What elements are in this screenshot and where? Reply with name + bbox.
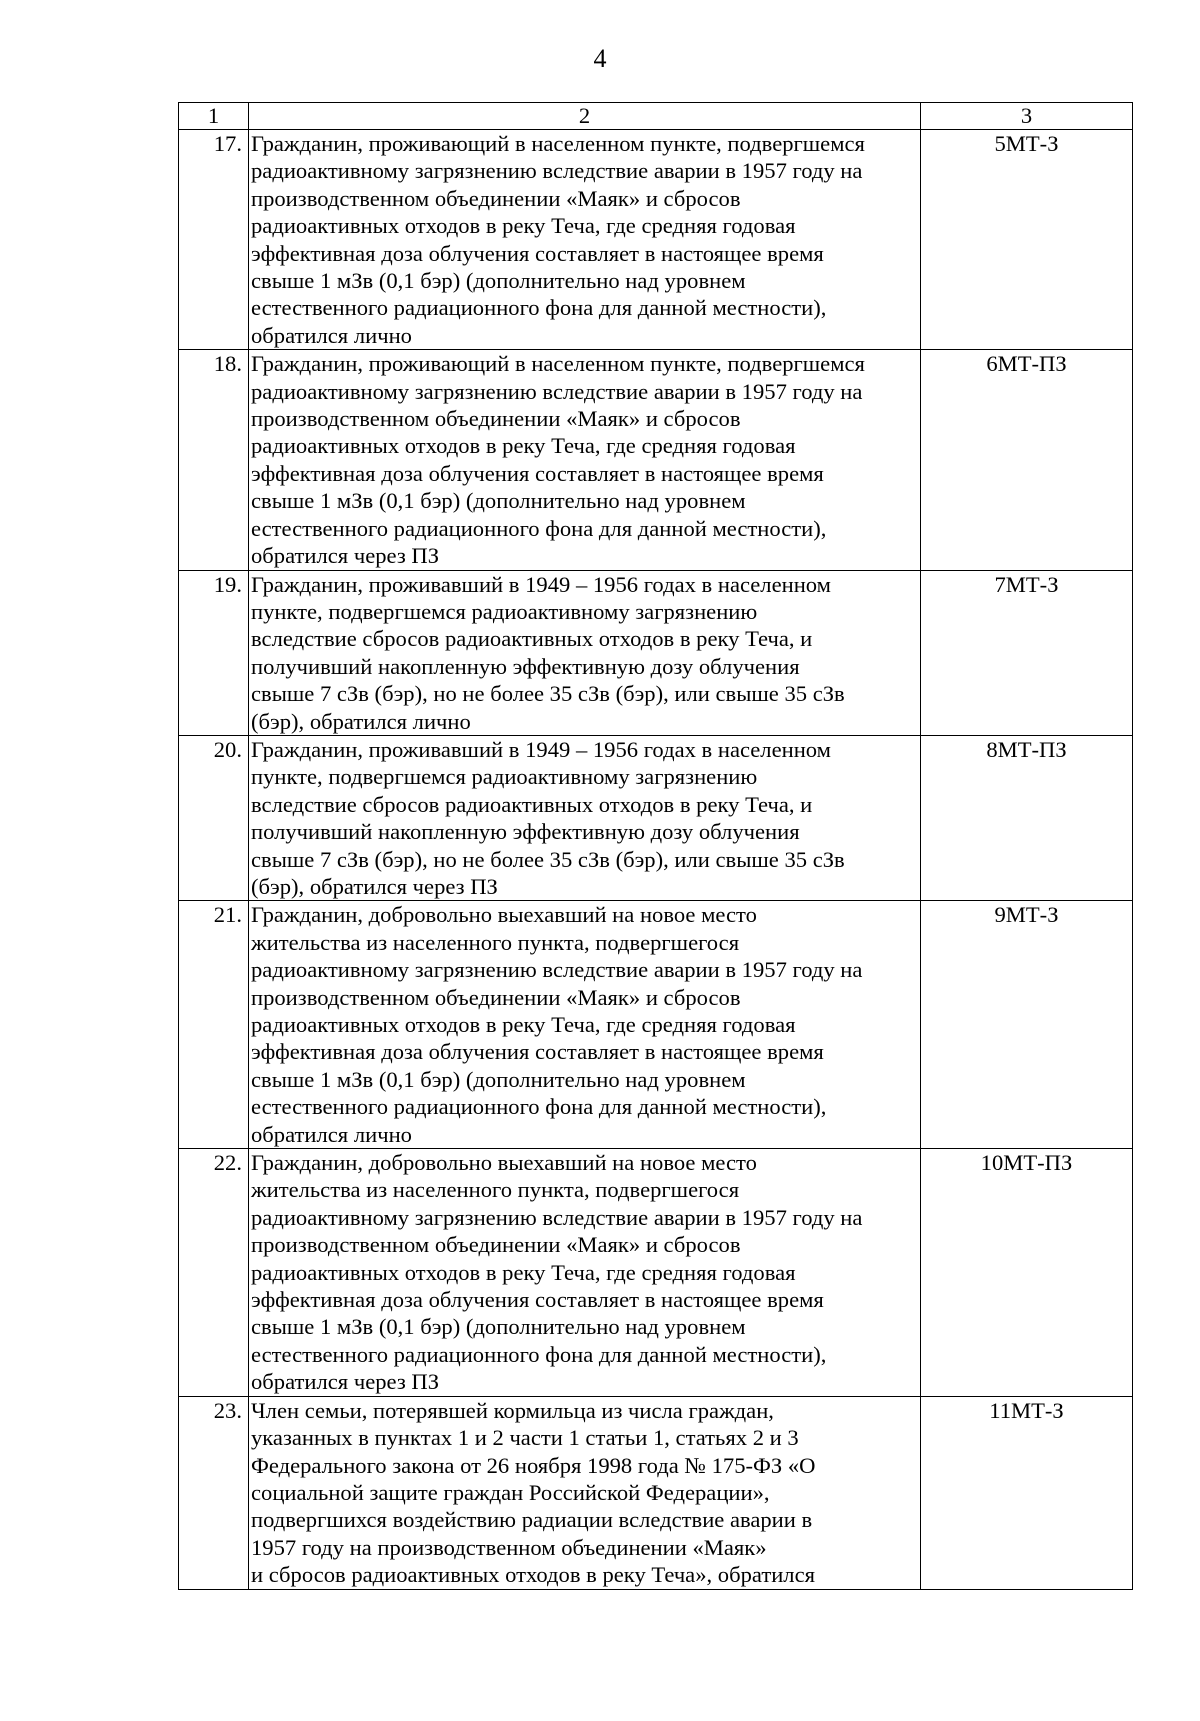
table-row — [179, 1396, 1133, 1589]
table-row — [179, 130, 1133, 350]
description-line: Гражданин, проживавший в 1949 – 1956 годах в населенном — [251, 736, 831, 762]
description-line: указанных в пунктах 1 и 2 части 1 статьи 1, статьях 2 и 3 — [251, 1425, 799, 1451]
table-row — [179, 350, 1133, 570]
description-line: Гражданин, проживающий в населенном пункте, подвергшемся — [251, 131, 865, 156]
description-line: обратился лично — [251, 1121, 412, 1147]
table-row — [179, 570, 1133, 735]
description-line: пункте, подвергшемся радиоактивному загрязнению — [251, 598, 758, 624]
row-code: 10МТ-ПЗ — [921, 1149, 1133, 1397]
description-line: (бэр), обратился лично — [251, 708, 471, 734]
description-line: вследствие сбросов радиоактивных отходов в реку Теча, и — [251, 626, 813, 652]
description-line: эффективная доза облучения составляет в настоящее время — [251, 1287, 824, 1313]
description-line: (бэр), обратился через ПЗ — [251, 873, 498, 899]
description-line: производственном объединении «Маяк» и сбросов — [251, 1232, 741, 1258]
description-line: свыше 1 мЗв (0,1 бэр) (дополнительно над уровнем — [251, 1066, 746, 1092]
description-line: Гражданин, проживающий в населенном пункте, подвергшемся — [251, 351, 865, 377]
row-number: 18. — [179, 350, 249, 570]
table-row — [179, 735, 1133, 900]
description-line: жительства из населенного пункта, подвергшегося — [251, 1177, 740, 1203]
description-line: естественного радиационного фона для данной местности), — [251, 295, 827, 321]
row-number: 21. — [179, 901, 249, 1149]
description-line: 1957 году на производственном объединении «Маяк» — [251, 1534, 767, 1560]
description-line: свыше 1 мЗв (0,1 бэр) (дополнительно над уровнем — [251, 488, 746, 514]
description-line: эффективная доза облучения составляет в настоящее время — [251, 240, 824, 266]
description-line: радиоактивных отходов в реку Теча, где средняя годовая — [251, 1259, 796, 1285]
description-line: свыше 1 мЗв (0,1 бэр) (дополнительно над уровнем — [251, 1314, 746, 1340]
description-line: эффективная доза облучения составляет в настоящее время — [251, 1039, 824, 1065]
description-line: получивший накопленную эффективную дозу облучения — [251, 819, 800, 845]
description-line: радиоактивных отходов в реку Теча, где средняя годовая — [251, 1012, 796, 1037]
description-line: производственном объединении «Маяк» и сбросов — [251, 185, 741, 211]
header-col-3: 3 — [921, 103, 1133, 130]
description-line: радиоактивных отходов в реку Теча, где средняя годовая — [251, 213, 796, 239]
description-line: Член семьи, потерявшей кормильца из числа граждан, — [251, 1397, 774, 1423]
row-description — [249, 1396, 921, 1589]
table-header-row — [179, 103, 1133, 130]
description-line: эффективная доза облучения составляет в настоящее время — [251, 460, 824, 486]
row-description — [249, 130, 921, 350]
description-line: свыше 7 сЗв (бэр), но не более 35 сЗв (бэр), или свыше 35 сЗв — [251, 681, 845, 707]
table-row — [179, 1149, 1133, 1397]
row-code: 9МТ-З — [921, 901, 1133, 1149]
description-line: вследствие сбросов радиоактивных отходов в реку Теча, и — [251, 791, 813, 817]
description-line: получивший накопленную эффективную дозу облучения — [251, 653, 800, 679]
description-line: естественного радиационного фона для данной местности), — [251, 1094, 827, 1120]
row-number: 23. — [179, 1396, 249, 1589]
description-line: радиоактивному загрязнению вследствие аварии в 1957 году на — [251, 957, 863, 983]
description-line: обратился через ПЗ — [251, 1369, 440, 1395]
row-description — [249, 901, 921, 1149]
description-line: подвергшихся воздействию радиации вследствие аварии в — [251, 1507, 813, 1533]
header-col-1: 1 — [179, 103, 249, 130]
row-code: 6МТ-ПЗ — [921, 350, 1133, 570]
row-number: 19. — [179, 570, 249, 735]
description-line: обратился лично — [251, 322, 412, 348]
page-number: 4 — [593, 44, 607, 73]
row-description — [249, 1149, 921, 1397]
row-description — [249, 350, 921, 570]
description-line: и сбросов радиоактивных отходов в реку Теча», обратился — [251, 1562, 815, 1588]
description-line: Гражданин, добровольно выехавший на новое место — [251, 902, 757, 928]
description-line: радиоактивных отходов в реку Теча, где средняя годовая — [251, 433, 796, 459]
row-description — [249, 570, 921, 735]
description-line: производственном объединении «Маяк» и сбросов — [251, 406, 741, 432]
description-line: свыше 7 сЗв (бэр), но не более 35 сЗв (бэр), или свыше 35 сЗв — [251, 846, 845, 872]
description-line: Гражданин, добровольно выехавший на новое место — [251, 1150, 757, 1176]
row-number: 22. — [179, 1149, 249, 1397]
description-line: Федерального закона от 26 ноября 1998 года № 175-ФЗ «О — [251, 1452, 816, 1478]
row-number: 17. — [179, 130, 249, 350]
description-line: естественного радиационного фона для данной местности), — [251, 1341, 827, 1367]
description-line: обратился через ПЗ — [251, 543, 440, 569]
description-line: свыше 1 мЗв (0,1 бэр) (дополнительно над уровнем — [251, 268, 746, 294]
description-line: естественного радиационного фона для данной местности), — [251, 515, 827, 541]
description-line: социальной защите граждан Российской Федерации», — [251, 1479, 770, 1505]
description-line: радиоактивному загрязнению вследствие аварии в 1957 году на — [251, 158, 863, 184]
row-code: 11МТ-З — [921, 1396, 1133, 1589]
table-row — [179, 901, 1133, 1149]
row-code: 8МТ-ПЗ — [921, 735, 1133, 900]
row-code: 5МТ-З — [921, 130, 1133, 350]
description-line: радиоактивному загрязнению вследствие аварии в 1957 году на — [251, 1204, 863, 1230]
description-line: Гражданин, проживавший в 1949 – 1956 годах в населенном — [251, 571, 831, 597]
header-col-2: 2 — [249, 103, 921, 130]
row-code: 7МТ-З — [921, 570, 1133, 735]
description-line: пункте, подвергшемся радиоактивному загрязнению — [251, 764, 758, 790]
row-number: 20. — [179, 735, 249, 900]
description-line: радиоактивному загрязнению вследствие аварии в 1957 году на — [251, 378, 863, 404]
row-description — [249, 735, 921, 900]
benefits-code-table — [178, 102, 1133, 1590]
description-line: жительства из населенного пункта, подвергшегося — [251, 929, 740, 955]
description-line: производственном объединении «Маяк» и сбросов — [251, 984, 741, 1010]
